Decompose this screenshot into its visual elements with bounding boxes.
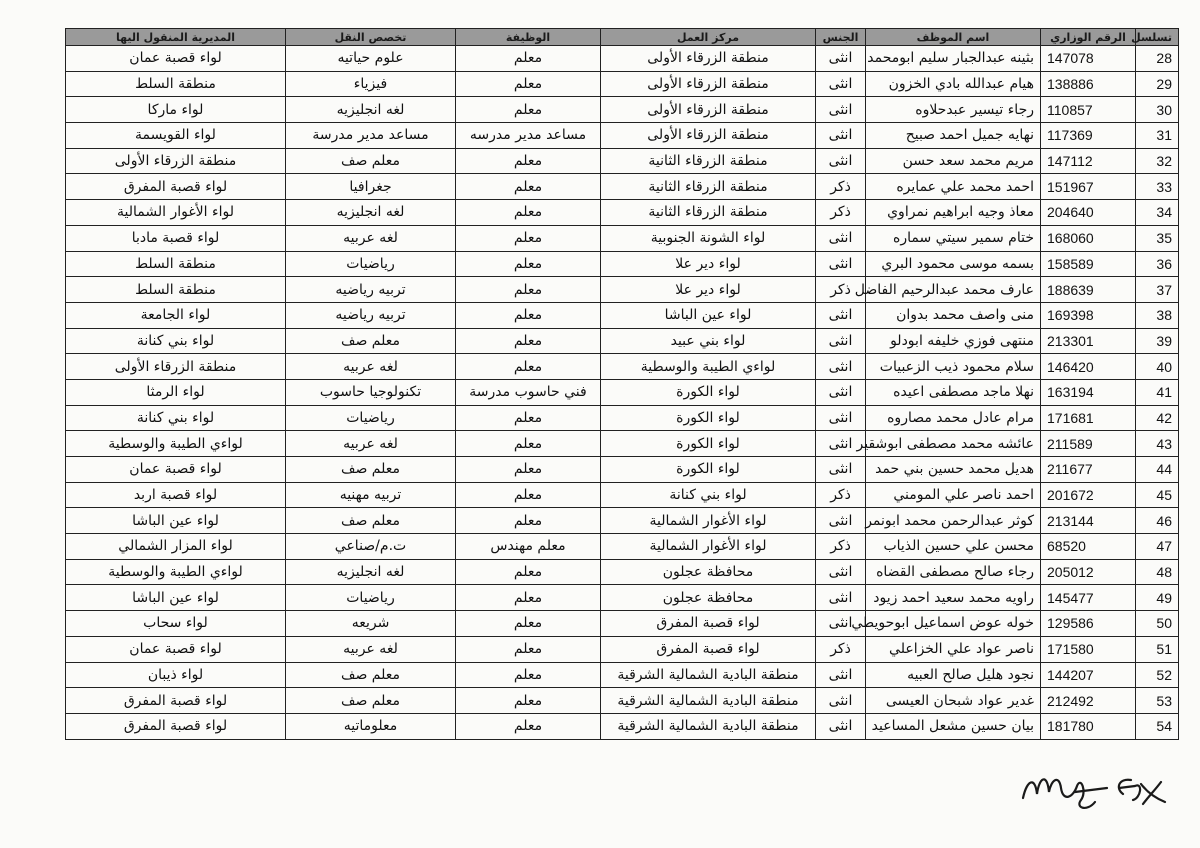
cell-gender: ذكر <box>816 534 866 560</box>
cell-destination-directorate: لواء قصبة المفرق <box>66 688 286 714</box>
cell-work-center: منطقة الزرقاء الأولى <box>601 97 816 123</box>
cell-specialization: تربيه رياضيه <box>286 277 456 303</box>
cell-job: معلم <box>456 611 601 637</box>
cell-job: معلم <box>456 200 601 226</box>
cell-work-center: لواء الكورة <box>601 379 816 405</box>
cell-ministry-id: 158589 <box>1041 251 1136 277</box>
table-row <box>66 636 1179 662</box>
cell-seq: 52 <box>1136 662 1179 688</box>
cell-work-center: منطقة الزرقاء الأولى <box>601 71 816 97</box>
cell-job: معلم <box>456 457 601 483</box>
cell-employee-name: رجاء تيسير عبدحلاوه <box>866 97 1041 123</box>
cell-work-center: لواء عين الباشا <box>601 302 816 328</box>
cell-specialization: معلم صف <box>286 457 456 483</box>
cell-gender: انثى <box>816 302 866 328</box>
cell-specialization: مساعد مدير مدرسة <box>286 123 456 149</box>
header-center: مركز العمل <box>601 29 816 46</box>
header-spec: تخصص النقل <box>286 29 456 46</box>
cell-gender: انثى <box>816 559 866 585</box>
cell-specialization: لغه عربيه <box>286 636 456 662</box>
cell-specialization: لغه عربيه <box>286 354 456 380</box>
cell-work-center: منطقة الزرقاء الثانية <box>601 200 816 226</box>
table-row <box>66 405 1179 431</box>
cell-destination-directorate: لواء قصبة المفرق <box>66 174 286 200</box>
cell-gender: انثى <box>816 328 866 354</box>
cell-destination-directorate: لواء الرمثا <box>66 379 286 405</box>
table-row <box>66 97 1179 123</box>
cell-work-center: منطقة الزرقاء الثانية <box>601 174 816 200</box>
cell-job: معلم <box>456 559 601 585</box>
cell-gender: ذكر <box>816 277 866 303</box>
cell-job: معلم <box>456 71 601 97</box>
cell-gender: انثى <box>816 405 866 431</box>
cell-work-center: منطقة البادية الشمالية الشرقية <box>601 713 816 739</box>
table-row <box>66 200 1179 226</box>
cell-specialization: فيزياء <box>286 71 456 97</box>
cell-gender: انثى <box>816 688 866 714</box>
cell-job: معلم <box>456 302 601 328</box>
cell-job: معلم <box>456 354 601 380</box>
cell-work-center: لواء بني عبيد <box>601 328 816 354</box>
cell-gender: انثى <box>816 148 866 174</box>
table-row <box>66 277 1179 303</box>
cell-ministry-id: 151967 <box>1041 174 1136 200</box>
cell-employee-name: نجود هليل صالح العبيه <box>866 662 1041 688</box>
cell-employee-name: مرام عادل محمد مصاروه <box>866 405 1041 431</box>
cell-specialization: رياضيات <box>286 585 456 611</box>
cell-seq: 54 <box>1136 713 1179 739</box>
cell-specialization: لغه عربيه <box>286 431 456 457</box>
cell-employee-name: ختام سمير سيتي سماره <box>866 225 1041 251</box>
cell-gender: انثى <box>816 457 866 483</box>
cell-job: معلم <box>456 405 601 431</box>
cell-job: معلم <box>456 482 601 508</box>
cell-work-center: منطقة الزرقاء الأولى <box>601 46 816 72</box>
cell-work-center: منطقة الزرقاء الثانية <box>601 148 816 174</box>
cell-employee-name: نهايه جميل احمد صبيح <box>866 123 1041 149</box>
cell-gender: انثى <box>816 123 866 149</box>
cell-gender: انثى <box>816 662 866 688</box>
cell-specialization: لغه انجليزيه <box>286 97 456 123</box>
header-gender: الجنس <box>816 29 866 46</box>
cell-destination-directorate: لواء قصبة عمان <box>66 46 286 72</box>
cell-ministry-id: 204640 <box>1041 200 1136 226</box>
cell-work-center: لواء دير علا <box>601 251 816 277</box>
cell-destination-directorate: لواءي الطيبة والوسطية <box>66 559 286 585</box>
cell-work-center: لواء قصبة المفرق <box>601 611 816 637</box>
cell-destination-directorate: لواء الجامعة <box>66 302 286 328</box>
cell-employee-name: منى واصف محمد بدوان <box>866 302 1041 328</box>
cell-employee-name: رجاء صالح مصطفى القضاه <box>866 559 1041 585</box>
cell-employee-name: خوله عوض اسماعيل ابوحويطي <box>866 611 1041 637</box>
cell-ministry-id: 147112 <box>1041 148 1136 174</box>
cell-seq: 50 <box>1136 611 1179 637</box>
cell-employee-name: احمد ناصر علي المومني <box>866 482 1041 508</box>
cell-ministry-id: 201672 <box>1041 482 1136 508</box>
table-row <box>66 148 1179 174</box>
cell-ministry-id: 138886 <box>1041 71 1136 97</box>
table-row <box>66 328 1179 354</box>
cell-ministry-id: 211589 <box>1041 431 1136 457</box>
cell-destination-directorate: لواء القويسمة <box>66 123 286 149</box>
cell-employee-name: نهلا ماجد مصطفى اعيده <box>866 379 1041 405</box>
cell-job: معلم <box>456 225 601 251</box>
cell-ministry-id: 205012 <box>1041 559 1136 585</box>
cell-job: معلم <box>456 97 601 123</box>
cell-destination-directorate: لواء قصبة مادبا <box>66 225 286 251</box>
cell-employee-name: عائشه محمد مصطفى ابوشقير <box>866 431 1041 457</box>
cell-ministry-id: 129586 <box>1041 611 1136 637</box>
cell-destination-directorate: لواء عين الباشا <box>66 585 286 611</box>
cell-destination-directorate: لواء قصبة عمان <box>66 636 286 662</box>
cell-employee-name: معاذ وجيه ابراهيم نمراوي <box>866 200 1041 226</box>
cell-specialization: تربيه مهنيه <box>286 482 456 508</box>
cell-destination-directorate: منطقة السلط <box>66 251 286 277</box>
cell-specialization: معلم صف <box>286 688 456 714</box>
cell-work-center: لواء الكورة <box>601 457 816 483</box>
transfer-table <box>65 28 1179 740</box>
table-row <box>66 174 1179 200</box>
cell-seq: 28 <box>1136 46 1179 72</box>
cell-ministry-id: 171580 <box>1041 636 1136 662</box>
cell-gender: انثى <box>816 585 866 611</box>
cell-gender: انثى <box>816 431 866 457</box>
cell-specialization: لغه انجليزيه <box>286 200 456 226</box>
cell-seq: 39 <box>1136 328 1179 354</box>
cell-employee-name: بسمه موسى محمود البري <box>866 251 1041 277</box>
cell-work-center: لواء بني كنانة <box>601 482 816 508</box>
cell-gender: ذكر <box>816 174 866 200</box>
cell-ministry-id: 163194 <box>1041 379 1136 405</box>
cell-specialization: تربيه رياضيه <box>286 302 456 328</box>
header-dir: المديرية المنقول اليها <box>66 29 286 46</box>
cell-ministry-id: 213144 <box>1041 508 1136 534</box>
cell-destination-directorate: لواء قصبة اربد <box>66 482 286 508</box>
cell-gender: ذكر <box>816 636 866 662</box>
cell-destination-directorate: لواء بني كنانة <box>66 328 286 354</box>
cell-destination-directorate: لواء قصبة عمان <box>66 457 286 483</box>
cell-employee-name: ناصر عواد علي الخزاعلي <box>866 636 1041 662</box>
cell-job: معلم <box>456 636 601 662</box>
cell-job: فني حاسوب مدرسة <box>456 379 601 405</box>
cell-gender: انثى <box>816 71 866 97</box>
cell-work-center: منطقة البادية الشمالية الشرقية <box>601 662 816 688</box>
cell-work-center: لواءي الطيبة والوسطية <box>601 354 816 380</box>
cell-seq: 38 <box>1136 302 1179 328</box>
cell-work-center: لواء دير علا <box>601 277 816 303</box>
cell-work-center: لواء الأغوار الشمالية <box>601 534 816 560</box>
header-seq: تسلسل <box>1136 29 1179 46</box>
cell-ministry-id: 169398 <box>1041 302 1136 328</box>
table-row <box>66 713 1179 739</box>
cell-destination-directorate: لواء ذيبان <box>66 662 286 688</box>
cell-employee-name: راويه محمد سعيد احمد زيود <box>866 585 1041 611</box>
cell-destination-directorate: لواء عين الباشا <box>66 508 286 534</box>
cell-destination-directorate: لواء سحاب <box>66 611 286 637</box>
table-row <box>66 225 1179 251</box>
cell-destination-directorate: لواء ماركا <box>66 97 286 123</box>
cell-destination-directorate: منطقة السلط <box>66 277 286 303</box>
cell-specialization: معلم صف <box>286 328 456 354</box>
cell-seq: 32 <box>1136 148 1179 174</box>
cell-job: معلم <box>456 148 601 174</box>
cell-work-center: لواء الكورة <box>601 431 816 457</box>
cell-specialization: ت.م/صناعي <box>286 534 456 560</box>
cell-work-center: منطقة البادية الشمالية الشرقية <box>601 688 816 714</box>
cell-seq: 37 <box>1136 277 1179 303</box>
cell-specialization: رياضيات <box>286 251 456 277</box>
table-row <box>66 457 1179 483</box>
cell-job: معلم <box>456 585 601 611</box>
cell-employee-name: مريم محمد سعد حسن <box>866 148 1041 174</box>
cell-gender: انثى <box>816 97 866 123</box>
cell-work-center: منطقة الزرقاء الأولى <box>601 123 816 149</box>
cell-job: معلم <box>456 277 601 303</box>
cell-seq: 53 <box>1136 688 1179 714</box>
cell-job: معلم <box>456 508 601 534</box>
header-id: الرقم الوزاري <box>1041 29 1136 46</box>
cell-seq: 31 <box>1136 123 1179 149</box>
header-job: الوظيفة <box>456 29 601 46</box>
table-row <box>66 482 1179 508</box>
cell-specialization: علوم حياتيه <box>286 46 456 72</box>
cell-work-center: لواء الكورة <box>601 405 816 431</box>
table-row <box>66 508 1179 534</box>
cell-job: معلم <box>456 713 601 739</box>
cell-job: مساعد مدير مدرسه <box>456 123 601 149</box>
cell-employee-name: غدير عواد شبحان العيسى <box>866 688 1041 714</box>
cell-ministry-id: 68520 <box>1041 534 1136 560</box>
cell-ministry-id: 188639 <box>1041 277 1136 303</box>
cell-employee-name: محسن علي حسين الذياب <box>866 534 1041 560</box>
cell-specialization: تكنولوجيا حاسوب <box>286 379 456 405</box>
table-row <box>66 534 1179 560</box>
cell-gender: انثى <box>816 225 866 251</box>
cell-job: معلم <box>456 431 601 457</box>
cell-destination-directorate: منطقة الزرقاء الأولى <box>66 354 286 380</box>
cell-gender: ذكر <box>816 482 866 508</box>
cell-specialization: جغرافيا <box>286 174 456 200</box>
table-row <box>66 688 1179 714</box>
signature-mark <box>1015 758 1180 818</box>
cell-ministry-id: 117369 <box>1041 123 1136 149</box>
cell-seq: 29 <box>1136 71 1179 97</box>
header-row <box>66 29 1179 46</box>
cell-gender: انثى <box>816 713 866 739</box>
cell-job: معلم <box>456 328 601 354</box>
cell-seq: 44 <box>1136 457 1179 483</box>
cell-work-center: لواء الأغوار الشمالية <box>601 508 816 534</box>
cell-job: معلم <box>456 174 601 200</box>
cell-job: معلم <box>456 251 601 277</box>
table-row <box>66 251 1179 277</box>
cell-seq: 35 <box>1136 225 1179 251</box>
cell-ministry-id: 146420 <box>1041 354 1136 380</box>
cell-employee-name: هديل محمد حسين بني حمد <box>866 457 1041 483</box>
cell-seq: 48 <box>1136 559 1179 585</box>
cell-destination-directorate: لواء بني كنانة <box>66 405 286 431</box>
cell-seq: 42 <box>1136 405 1179 431</box>
cell-seq: 30 <box>1136 97 1179 123</box>
table-row <box>66 123 1179 149</box>
cell-employee-name: عارف محمد عبدالرحيم الفاضل <box>866 277 1041 303</box>
table-row <box>66 431 1179 457</box>
cell-specialization: معلم صف <box>286 148 456 174</box>
cell-destination-directorate: لواء الأغوار الشمالية <box>66 200 286 226</box>
cell-gender: انثى <box>816 379 866 405</box>
cell-ministry-id: 147078 <box>1041 46 1136 72</box>
cell-specialization: معلم صف <box>286 662 456 688</box>
cell-specialization: رياضيات <box>286 405 456 431</box>
table-row <box>66 46 1179 72</box>
cell-specialization: لغه عربيه <box>286 225 456 251</box>
cell-ministry-id: 181780 <box>1041 713 1136 739</box>
cell-specialization: معلم صف <box>286 508 456 534</box>
cell-destination-directorate: لواء قصبة المفرق <box>66 713 286 739</box>
cell-ministry-id: 110857 <box>1041 97 1136 123</box>
header-name: اسم الموظف <box>866 29 1041 46</box>
cell-seq: 40 <box>1136 354 1179 380</box>
cell-work-center: لواء الشونة الجنوبية <box>601 225 816 251</box>
cell-employee-name: كوثر عبدالرحمن محمد ابونمر <box>866 508 1041 534</box>
cell-seq: 36 <box>1136 251 1179 277</box>
cell-specialization: لغه انجليزيه <box>286 559 456 585</box>
cell-employee-name: سلام محمود ذيب الزعبيات <box>866 354 1041 380</box>
cell-ministry-id: 171681 <box>1041 405 1136 431</box>
cell-seq: 47 <box>1136 534 1179 560</box>
table-row <box>66 585 1179 611</box>
table-row <box>66 354 1179 380</box>
cell-seq: 34 <box>1136 200 1179 226</box>
cell-gender: انثى <box>816 611 866 637</box>
cell-employee-name: هيام عبدالله بادي الخزون <box>866 71 1041 97</box>
table-row <box>66 71 1179 97</box>
cell-gender: انثى <box>816 46 866 72</box>
table-row <box>66 302 1179 328</box>
table-row <box>66 662 1179 688</box>
cell-seq: 45 <box>1136 482 1179 508</box>
cell-ministry-id: 212492 <box>1041 688 1136 714</box>
cell-employee-name: احمد محمد علي عمايره <box>866 174 1041 200</box>
cell-destination-directorate: لواء المزار الشمالي <box>66 534 286 560</box>
cell-destination-directorate: منطقة الزرقاء الأولى <box>66 148 286 174</box>
cell-ministry-id: 145477 <box>1041 585 1136 611</box>
cell-destination-directorate: منطقة السلط <box>66 71 286 97</box>
cell-specialization: معلوماتيه <box>286 713 456 739</box>
cell-work-center: لواء قصبة المفرق <box>601 636 816 662</box>
cell-gender: انثى <box>816 508 866 534</box>
cell-ministry-id: 211677 <box>1041 457 1136 483</box>
cell-seq: 33 <box>1136 174 1179 200</box>
cell-ministry-id: 144207 <box>1041 662 1136 688</box>
cell-destination-directorate: لواءي الطيبة والوسطية <box>66 431 286 457</box>
cell-seq: 41 <box>1136 379 1179 405</box>
cell-gender: ذكر <box>816 200 866 226</box>
cell-work-center: محافظة عجلون <box>601 585 816 611</box>
cell-employee-name: منتهى فوزي خليفه ابودلو <box>866 328 1041 354</box>
cell-employee-name: بيان حسين مشعل المساعيد <box>866 713 1041 739</box>
cell-seq: 49 <box>1136 585 1179 611</box>
cell-gender: انثى <box>816 354 866 380</box>
cell-job: معلم <box>456 688 601 714</box>
cell-job: معلم مهندس <box>456 534 601 560</box>
cell-seq: 43 <box>1136 431 1179 457</box>
table-row <box>66 379 1179 405</box>
cell-specialization: شريعه <box>286 611 456 637</box>
cell-work-center: محافظة عجلون <box>601 559 816 585</box>
table-row <box>66 611 1179 637</box>
cell-ministry-id: 168060 <box>1041 225 1136 251</box>
cell-ministry-id: 213301 <box>1041 328 1136 354</box>
cell-employee-name: بثينه عبدالجبار سليم ابومحمد <box>866 46 1041 72</box>
cell-job: معلم <box>456 662 601 688</box>
cell-job: معلم <box>456 46 601 72</box>
cell-seq: 51 <box>1136 636 1179 662</box>
cell-seq: 46 <box>1136 508 1179 534</box>
table-row <box>66 559 1179 585</box>
cell-gender: انثى <box>816 251 866 277</box>
